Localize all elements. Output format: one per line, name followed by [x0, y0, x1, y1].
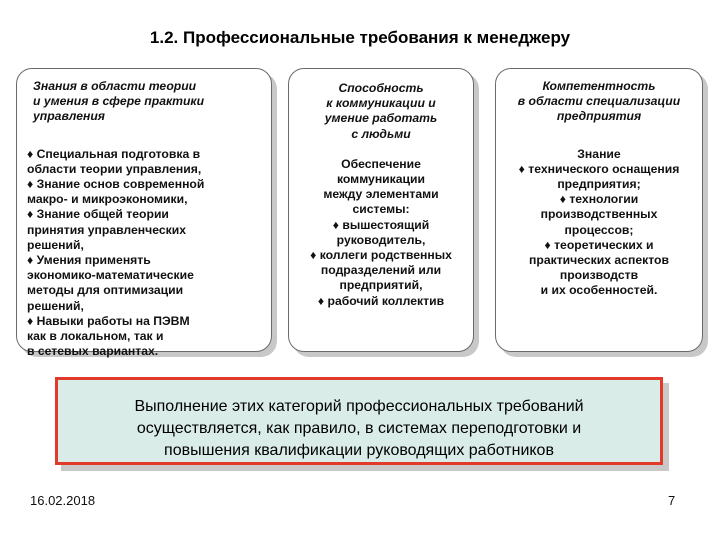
list-line: процессов; [564, 222, 634, 237]
list-line: как в локальном, так и [27, 329, 164, 344]
list-line: области теории управления, [27, 161, 202, 176]
list-line: экономико-математические [27, 268, 194, 283]
heading-line: с людьми [351, 126, 411, 141]
list-line: ♦ коллеги родственных [310, 248, 452, 263]
list-line: предприятия; [557, 177, 641, 192]
heading-line: умение работать [324, 111, 438, 126]
list-line: ♦ технологии [559, 192, 639, 207]
list-line: предприятий, [339, 278, 423, 293]
list-line: принятия управленческих [27, 222, 186, 237]
communication-box [288, 68, 474, 352]
heading-line: к коммуникации и [326, 96, 436, 111]
conclusion-line: повышения квалификации руководящих работников [164, 442, 554, 459]
knowledge-box [16, 68, 272, 359]
list-line: системы: [352, 202, 410, 217]
heading-line: Компетентность [542, 79, 656, 93]
competence-box [495, 68, 703, 352]
knowledge-list [27, 147, 263, 360]
list-line: производственных [540, 207, 658, 222]
page-number: 7 [668, 493, 676, 508]
heading-line: в области специализации [517, 94, 681, 109]
list-line: методы для оптимизации [27, 283, 184, 298]
communication-list [295, 157, 467, 309]
conclusion-box [55, 377, 663, 465]
list-line: Знание [577, 146, 621, 161]
list-line: Обеспечение [341, 156, 421, 171]
list-line: ♦ Знание общей теории [27, 207, 169, 222]
slide-title: 1.2. Профессиональные требования к менеджеру [149, 28, 571, 47]
list-line: ♦ теоретических и [544, 237, 654, 252]
list-line: ♦ Знание основ современной [27, 177, 205, 192]
list-line: ♦ рабочий коллектив [317, 293, 445, 308]
knowledge-heading [27, 79, 263, 125]
heading-line: управления [33, 109, 105, 124]
heading-line: и умения в сфере практики [33, 94, 205, 109]
competence-list [502, 147, 696, 299]
list-line: между элементами [323, 187, 439, 202]
conclusion-line: Выполнение этих категорий профессиональных требований [134, 398, 584, 415]
list-line: ♦ вышестоящий [332, 217, 430, 232]
list-line: решений, [27, 237, 84, 252]
list-line: ♦ Навыки работы на ПЭВМ [27, 313, 190, 328]
heading-line: предприятия [556, 109, 642, 124]
conclusion-line: осуществляется, как правило, в системах переподготовки и [136, 420, 582, 437]
list-line: руководитель, [336, 232, 426, 247]
list-line: производств [559, 268, 639, 283]
heading-line: Знания в области теории [33, 79, 197, 93]
heading-line: Способность [338, 81, 424, 95]
footer-date: 16.02.2018 [30, 493, 96, 508]
list-line: в сетевых вариантах. [27, 344, 159, 359]
competence-heading [502, 79, 696, 125]
list-line: и их особенностей. [540, 283, 658, 298]
list-line: коммуникации [336, 172, 426, 187]
list-line: макро- и микроэкономики, [27, 192, 188, 207]
list-line: практических аспектов [529, 253, 669, 268]
list-line: ♦ Специальная подготовка в [27, 146, 201, 161]
communication-heading [295, 81, 467, 142]
list-line: подразделений или [320, 263, 442, 278]
list-line: решений, [27, 298, 84, 313]
list-line: ♦ Умения применять [27, 253, 151, 268]
list-line: ♦ технического оснащения [518, 161, 680, 176]
